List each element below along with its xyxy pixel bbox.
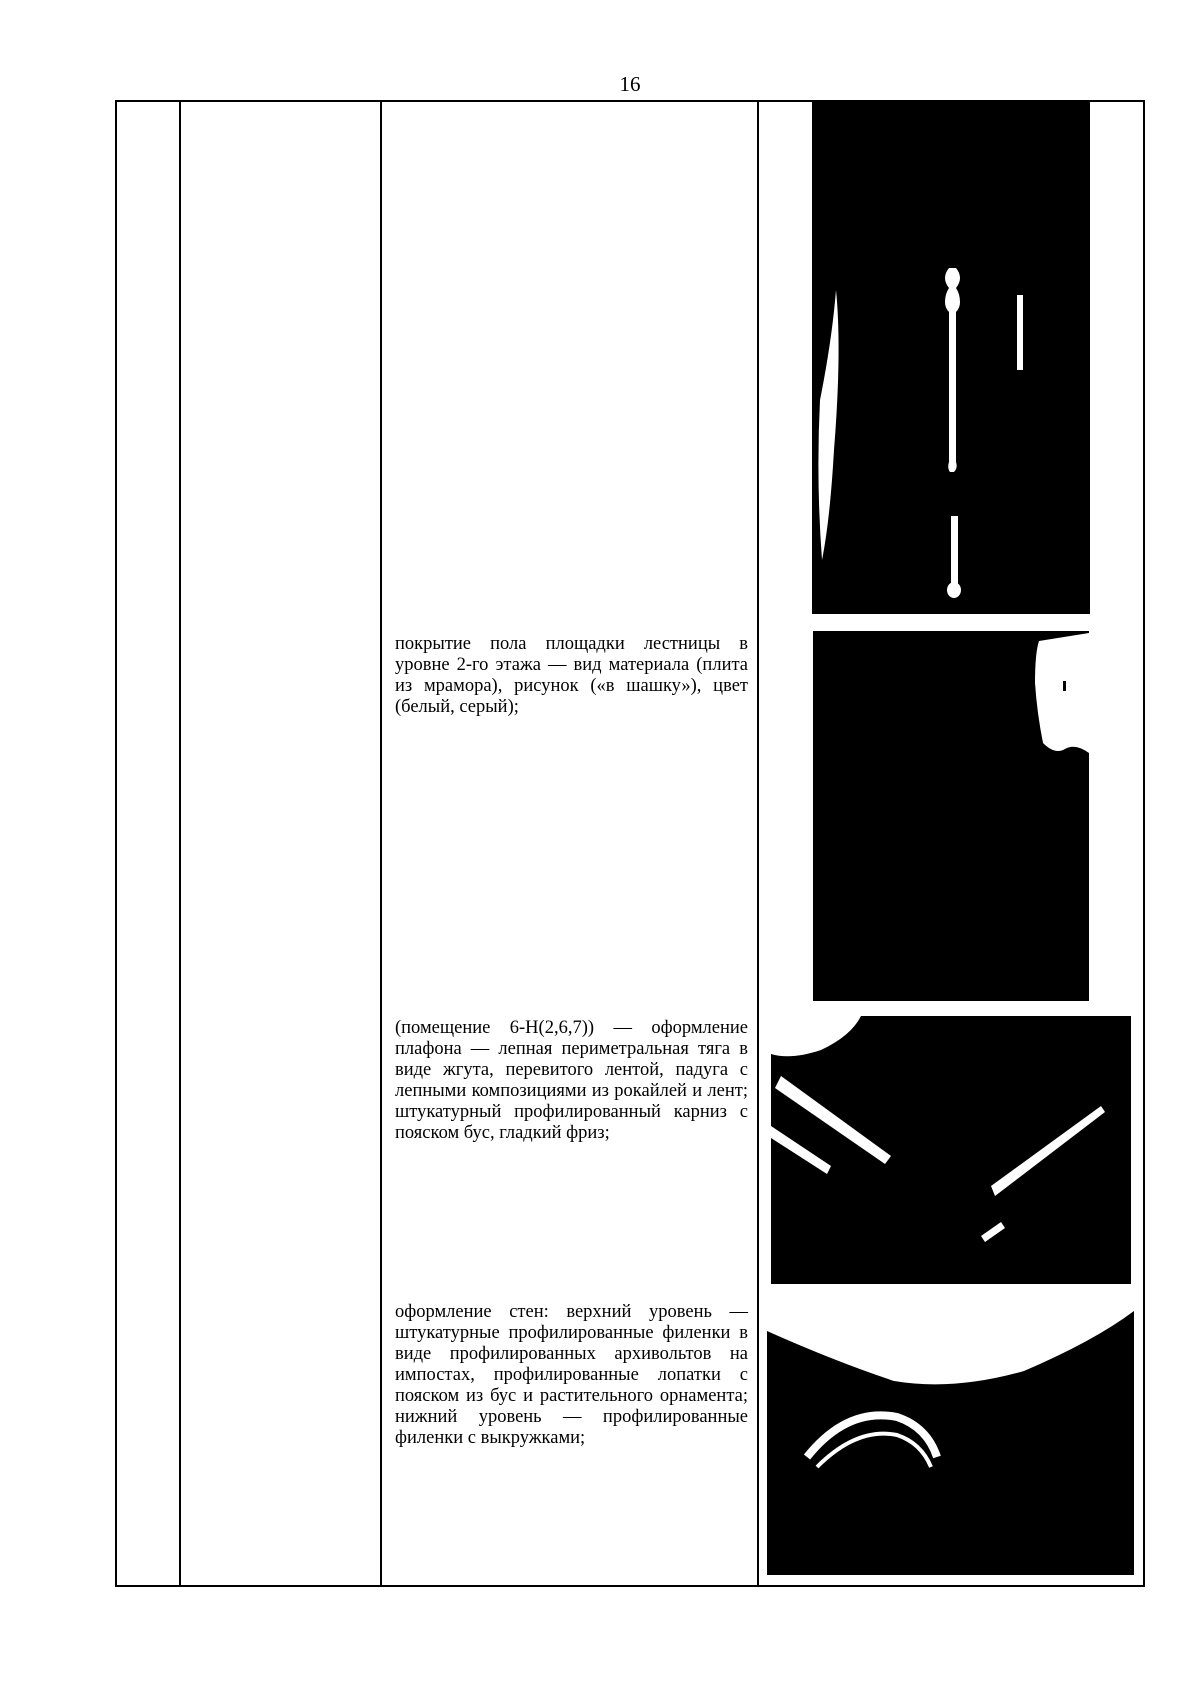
column-divider-2 <box>380 102 382 1585</box>
photo-balustrade <box>812 100 1090 614</box>
column-divider-1 <box>179 102 181 1585</box>
photo-floor <box>813 631 1089 1001</box>
photo-ceiling <box>771 1016 1131 1284</box>
description-ceiling: (помещение 6-Н(2,6,7)) — оформление плафона — лепная периметральная тяга в виде жгута, перевитого лентой, падуга с лепными композициями из рокайлей и лент; штукатурный профилированный карниз с пояском бус, гладкий фриз; <box>395 1018 748 1143</box>
description-walls: оформление стен: верхний уровень — штукатурные профилированные филенки в виде профилированных архивольтов на импостах, профилированные лопатки с пояском из бус и растительного орнамента; нижний уровень — профилированные филенки с выкружками; <box>395 1302 748 1448</box>
photo-walls <box>767 1297 1134 1575</box>
page-number: 16 <box>619 72 641 96</box>
description-floor: покрытие пола площадки лестницы в уровне 2-го этажа — вид материала (плита из мрамора), рисунок («в шашку»), цвет (белый, серый); <box>395 634 748 717</box>
column-divider-3 <box>757 102 759 1585</box>
